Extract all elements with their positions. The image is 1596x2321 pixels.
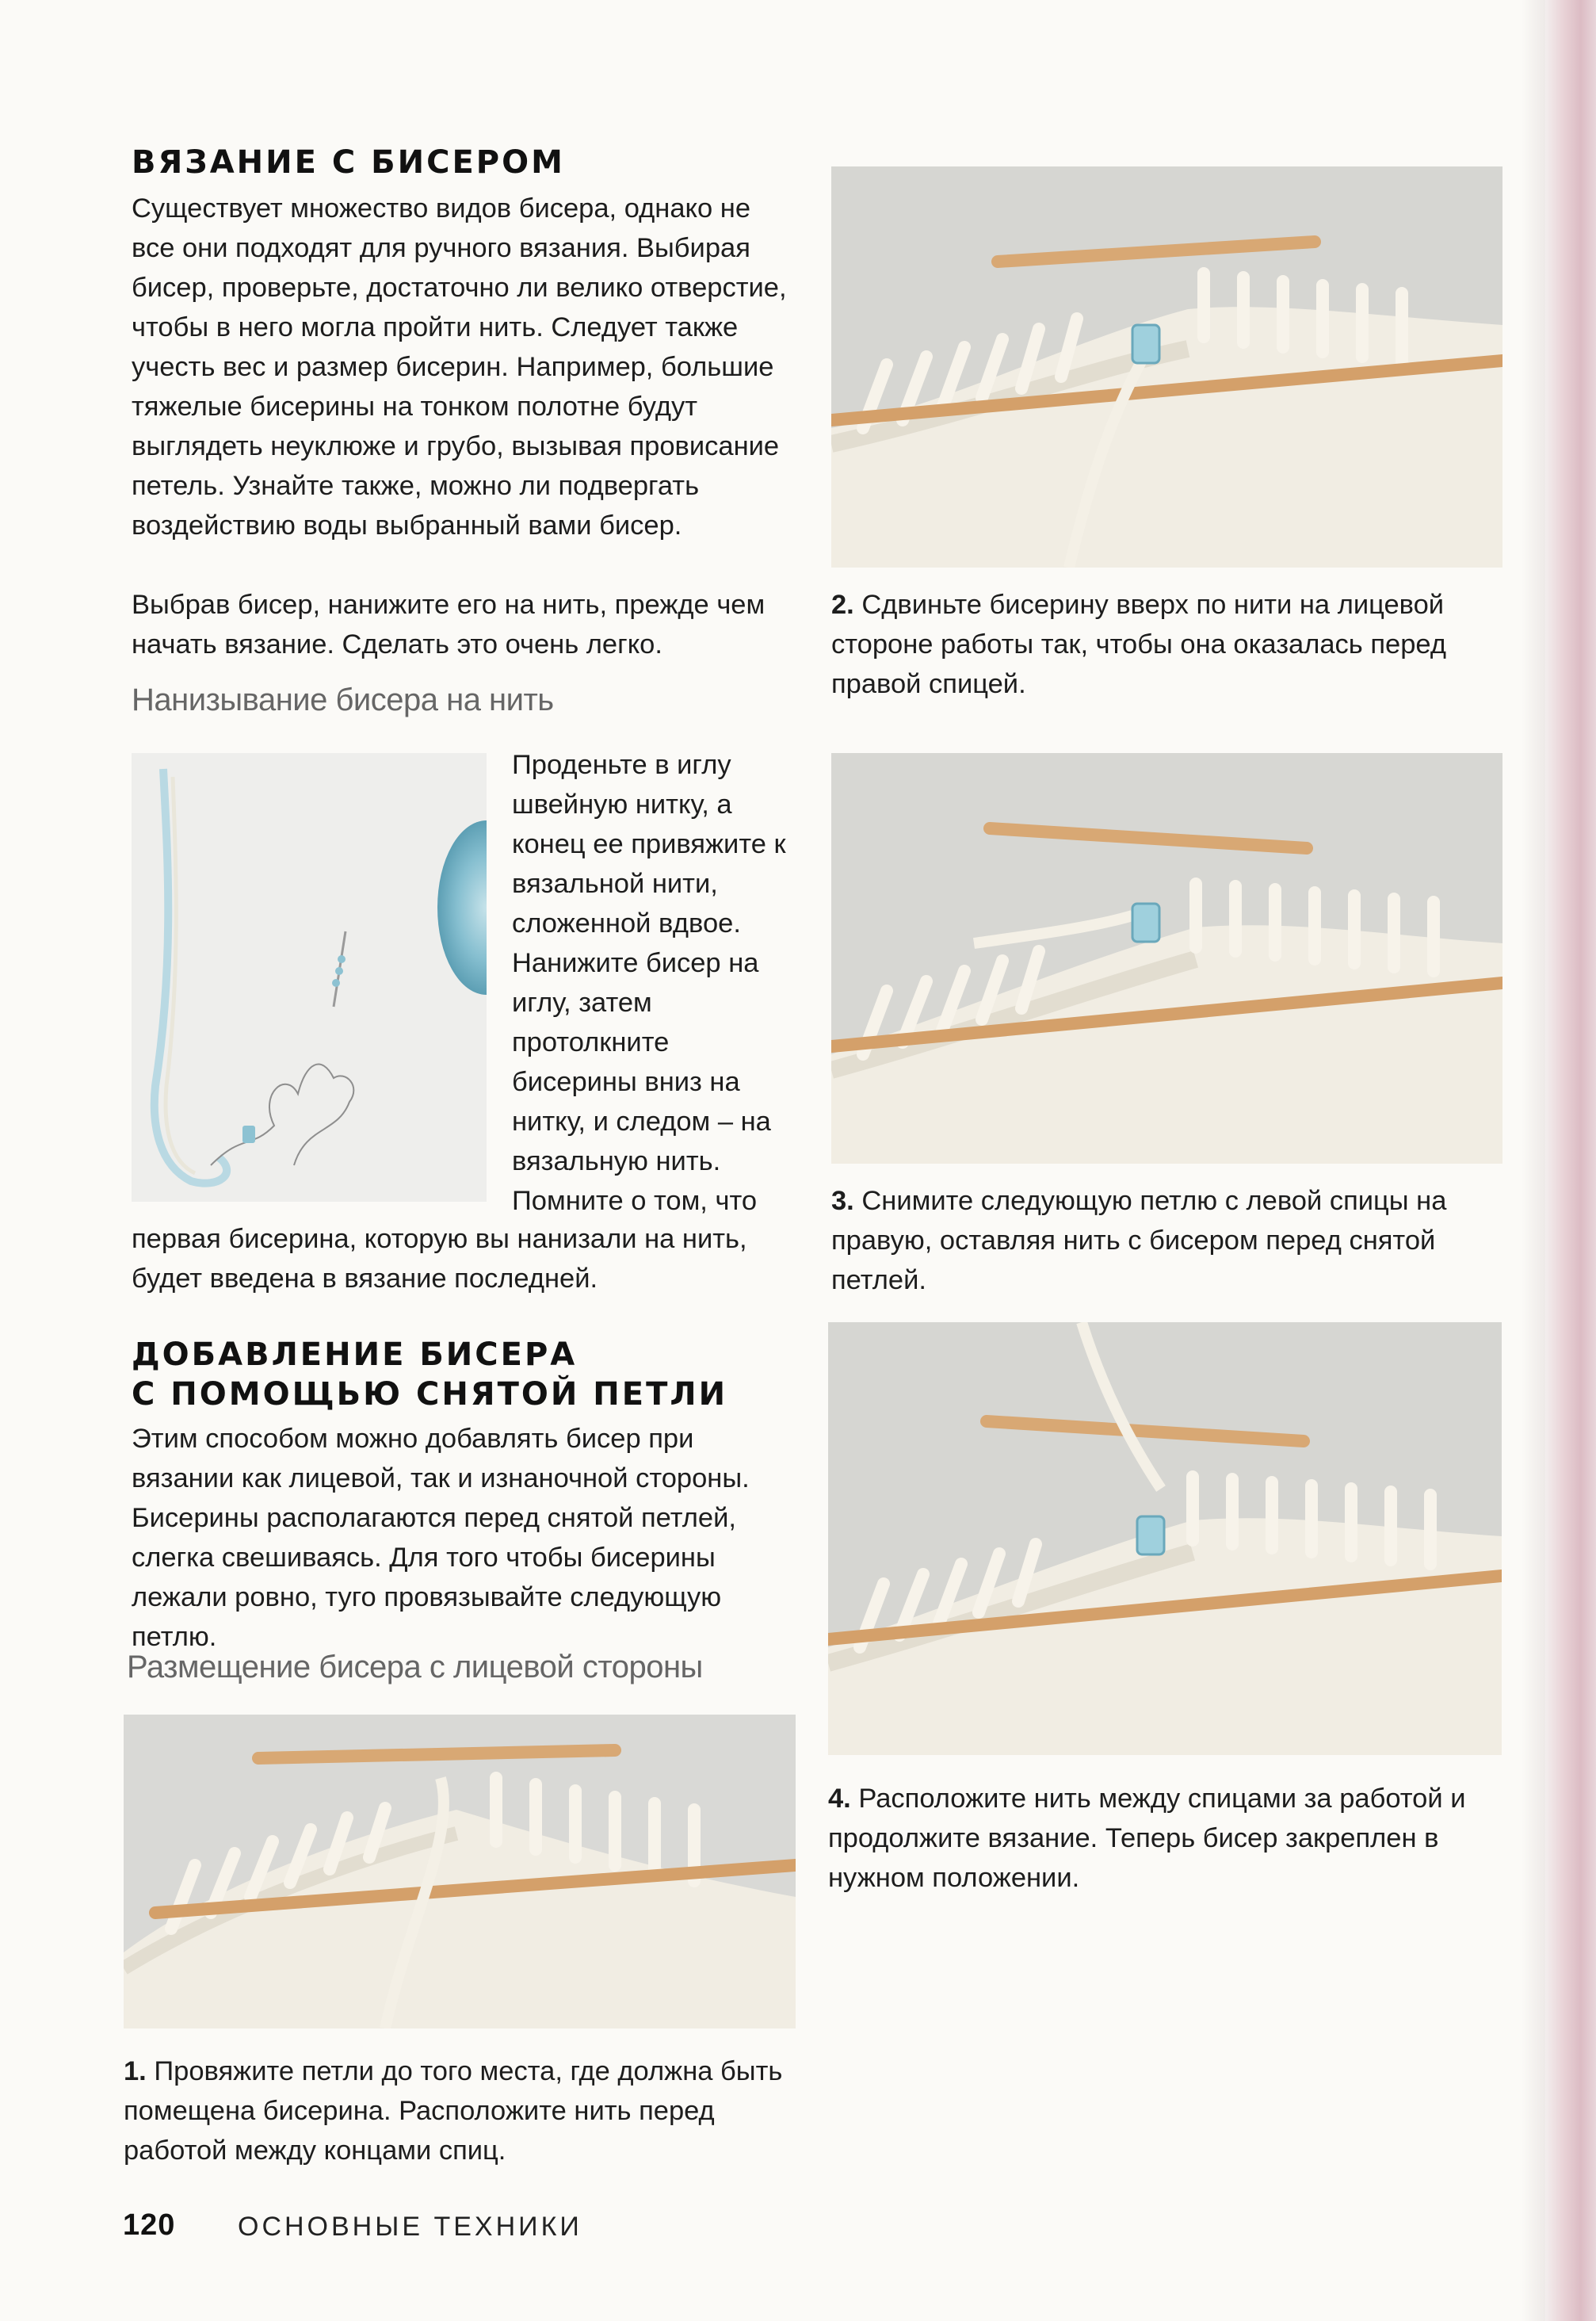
step-1-text: Провяжите петли до того места, где должна быть помещена бисерина. Расположите нить перед работой между концами спиц. xyxy=(124,2056,783,2166)
photo-step-1 xyxy=(124,1715,796,2028)
step-4-caption xyxy=(828,1779,1502,1898)
step-3-number: 3. xyxy=(831,1186,854,1216)
page-edge-shadow xyxy=(1522,0,1545,2321)
step-2-caption xyxy=(831,585,1502,704)
section-heading-slip-stitch-line1: ДОБАВЛЕНИЕ БИСЕРА xyxy=(132,1336,578,1373)
step-1-number: 1. xyxy=(124,2056,147,2086)
step-3-caption xyxy=(831,1181,1502,1300)
photo-threading-beads xyxy=(132,753,487,1202)
photo-step-2 xyxy=(831,166,1502,568)
threading-text-below: первая бисерина, которую вы нанизали на нить, будет введена в вязание последней. xyxy=(132,1224,747,1294)
step-4-text: Расположите нить между спицами за работой и продолжите вязание. Теперь бисер закреплен в нужном положении. xyxy=(828,1784,1466,1893)
section-heading-beading: ВЯЗАНИЕ С БИСЕРОМ xyxy=(132,144,565,181)
intro-paragraph: Существует множество видов бисера, однако не все они подходят для ручного вязания. Выбирая бисер, проверьте, достаточно ли велико отверстие, чтобы в него могла пройти нить. Следует также учесть вес и размер бисерин. Например, большие тяжелые бисерины на тонком полотне будут выглядеть неуклюже и грубо, вызывая провисание петель. Узнайте также, можно ли подвергать воздействию воды выбранный вами бисер. xyxy=(132,193,787,541)
section-heading-slip-stitch-line2: С ПОМОЩЬЮ СНЯТОЙ ПЕТЛИ xyxy=(132,1376,728,1413)
step-2-text: Сдвиньте бисерину вверх по нити на лицевой стороне работы так, чтобы она оказалась перед правой спицей. xyxy=(831,590,1446,699)
subheading-threading: Нанизывание бисера на нить xyxy=(132,683,554,717)
step-1-caption xyxy=(124,2051,796,2170)
step-3-text: Снимите следующую петлю с левой спицы на правую, оставляя нить с бисером перед снятой петлей. xyxy=(831,1186,1447,1295)
page-edge xyxy=(1545,0,1596,2321)
footer-section-title: ОСНОВНЫЕ ТЕХНИКИ xyxy=(238,2212,582,2242)
slip-stitch-paragraph: Этим способом можно добавлять бисер при вязании как лицевой, так и изнаночной стороны. Бисерины располагаются перед снятой петлей, слегка свешиваясь. Для того чтобы бисерины лежали ровно, туго провязывайте следующую петлю. xyxy=(132,1424,750,1652)
step-4-number: 4. xyxy=(828,1784,851,1814)
intro-paragraph-2: Выбрав бисер, нанижите его на нить, прежде чем начать вязание. Сделать это очень легко. xyxy=(132,590,766,660)
subheading-front-side: Размещение бисера с лицевой стороны xyxy=(127,1650,703,1684)
photo-step-4 xyxy=(828,1322,1502,1755)
step-2-number: 2. xyxy=(831,590,854,620)
threading-text-side: Проденьте в иглу швейную нитку, а конец ее привяжите к вязальной нити, сложенной вдвое. Нанижите бисер на иглу, затем протолкните бисерины вниз на нитку, и следом – на вязальную нить. Помните о том, что xyxy=(512,750,786,1216)
page-number: 120 xyxy=(123,2208,176,2242)
photo-step-3 xyxy=(831,753,1502,1164)
